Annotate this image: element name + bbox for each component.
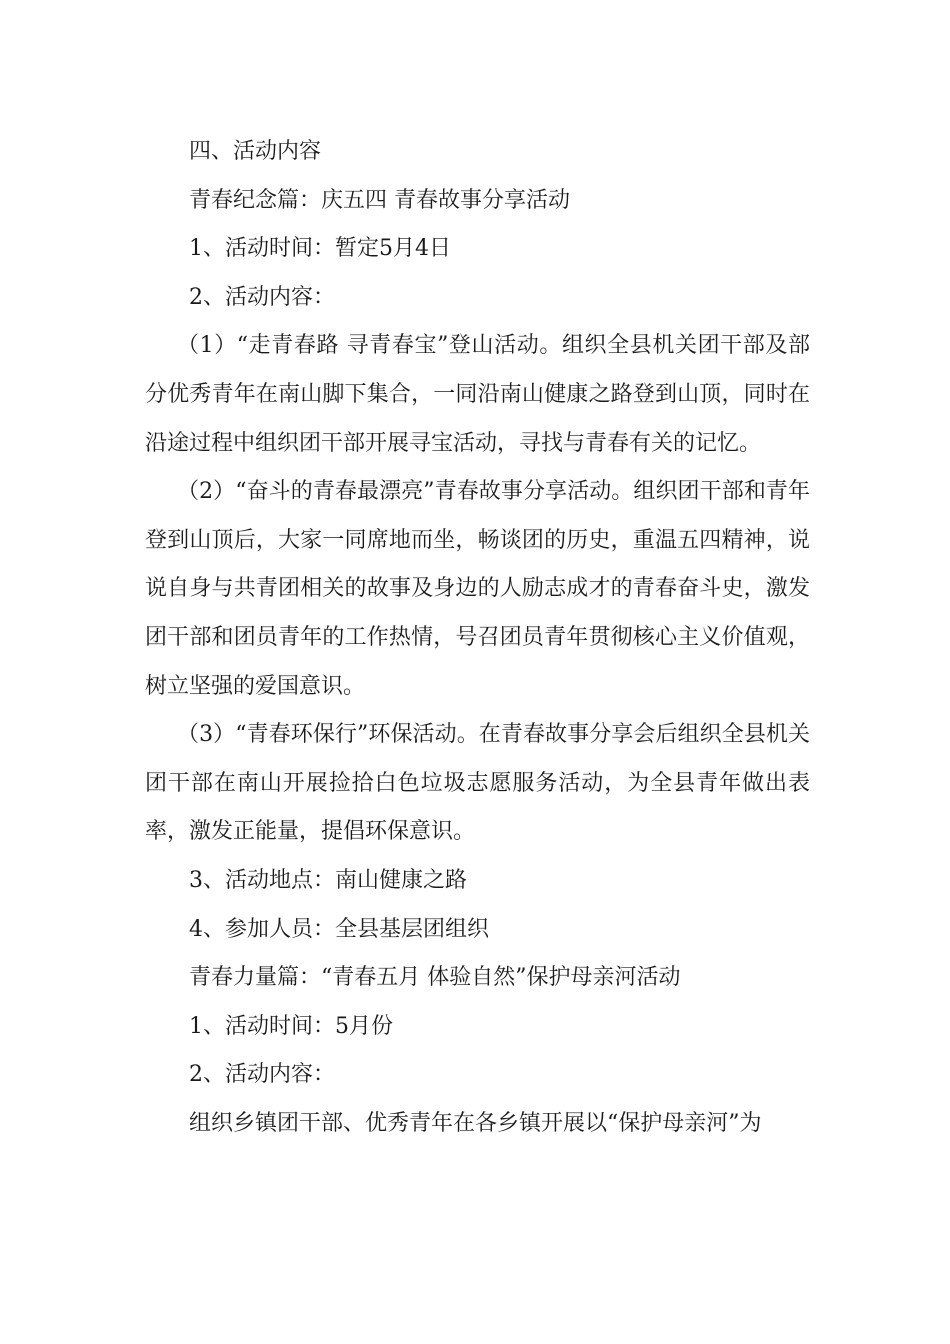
paragraph: 2、活动内容：	[189, 1062, 335, 1088]
paragraph: （1）“走青春路 寻青春宝”登山活动。组织全县机关团干部及部分优秀青年在南山脚下集合，一同沿南山健康之路登到山顶，同时在沿途过程中组织团干部开展寻宝活动，寻找与青春有关的记忆。	[145, 333, 810, 456]
subsection-title: 青春力量篇：“青春五月 体验自然”保护母亲河活动	[189, 965, 681, 991]
paragraph: 3、活动地点：南山健康之路	[189, 867, 467, 893]
subsection-title: 青春纪念篇：庆五四 青春故事分享活动	[189, 187, 570, 213]
paragraph: 4、参加人员：全县基层团组织	[189, 916, 489, 942]
paragraph: 1、活动时间：暂定5月4日	[189, 236, 451, 262]
document-body	[145, 128, 810, 1148]
paragraph: 2、活动内容：	[189, 284, 335, 310]
paragraph: （2）“奋斗的青春最漂亮”青春故事分享活动。组织团干部和青年登到山顶后，大家一同席地而坐，畅谈团的历史，重温五四精神，说说自身与共青团相关的故事及身边的人励志成才的青春奋斗史，激发团干部和团员青年的工作热情，号召团员青年贯彻核心主义价值观，树立坚强的爱国意识。	[145, 479, 810, 699]
paragraph: （3）“青春环保行”环保活动。在青春故事分享会后组织全县机关团干部在南山开展捡拾白色垃圾志愿服务活动，为全县青年做出表率，激发正能量，提倡环保意识。	[145, 722, 810, 845]
paragraph: 组织乡镇团干部、优秀青年在各乡镇开展以“保护母亲河”为	[189, 1110, 762, 1136]
paragraph: 1、活动时间：5月份	[189, 1013, 393, 1039]
section-heading: 四、活动内容	[189, 139, 322, 164]
